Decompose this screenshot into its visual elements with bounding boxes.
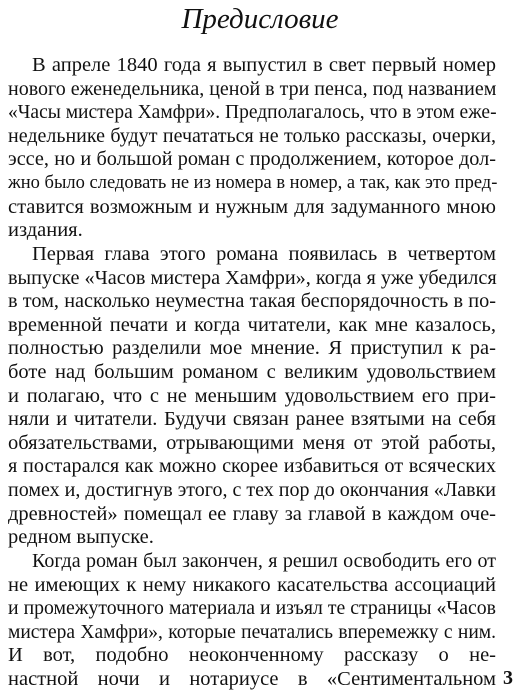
text-line: древностей» помещал ее главу за главой в каждом оче- — [8, 502, 496, 525]
text-line: редном выпуске. — [8, 526, 154, 549]
text-line: я постарался как можно скорее избавиться от всяческих — [8, 455, 496, 478]
text-line: настной ночи и нотариусе в «Сентиментальном — [8, 668, 496, 690]
text-line: «Часы мистера Хамфри». Предполагалось, что в этом еже- — [8, 102, 497, 124]
text-line: издания. — [8, 219, 83, 242]
text-line: боте над большим романом с великим удовольствием — [8, 361, 496, 383]
text-line: выпуске «Часов мистера Хамфри», когда я уже убедился — [8, 266, 497, 289]
page-title: Предисловие — [181, 3, 339, 35]
text-line: в том, насколько неуместна такая беспорядочность в по- — [8, 290, 496, 313]
page-number: 3 — [503, 667, 513, 689]
text-line: и полагаю, что с не меньшим удовольствием его при- — [8, 384, 496, 407]
text-line: и промежуточного материала и изъял те страницы «Часов — [8, 597, 496, 620]
text-line: В апреле 1840 года я выпустил в свет первый номер — [32, 54, 496, 76]
text-line: нового еженедельника, ценой в три пенса, под названием — [8, 77, 497, 100]
text-line: няли и читатели. Будучи связан ранее взятыми на себя — [8, 408, 496, 431]
text-line: эссе, но и большой роман с продолжением, которое дол- — [8, 148, 496, 171]
text-line: обязательствами, отрывающими меня от этой работы, — [8, 431, 496, 454]
text-line: жно было следовать не из номера в номер, а так, как это пред- — [8, 173, 498, 194]
text-line: ставится возможным и нужным для задуманного мною — [8, 195, 496, 218]
text-line: недельнике будут печататься не только рассказы, очерки, — [8, 124, 496, 147]
text-line: И вот, подобно неоконченному рассказу о не- — [8, 644, 496, 667]
text-line: мистера Хамфри», которые печатались вперемежку с ним. — [8, 621, 496, 643]
text-line: временной печати и когда читатели, как мне казалось, — [8, 313, 496, 336]
text-line: Первая глава этого романа появилась в четвертом — [32, 242, 496, 265]
text-line: помех и, достигнув этого, с тех пор до окончания «Лавки — [8, 479, 496, 502]
text-line: не имеющих к нему никакого касательства ассоциаций — [8, 573, 496, 596]
text-line: полностью разделили мое мнение. Я приступил к ра- — [8, 337, 496, 360]
text-line: Когда роман был закончен, я решил освободить его от — [32, 549, 496, 572]
